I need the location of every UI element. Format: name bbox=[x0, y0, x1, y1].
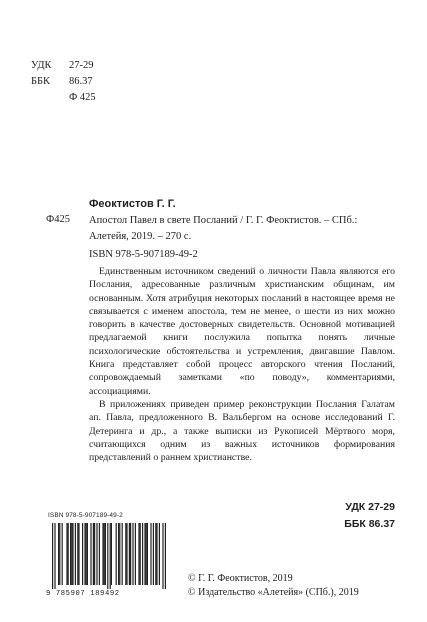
annotation-paragraph: В приложениях приведен пример реконструкции Послания Галатам ап. Павла, предложенного В. Вальбергом на основе исследований Г. Детеринга и др., а также выписки из Рукописей Мёртвого моря, считающихся одним из важных источников формирования представлений о раннем христианстве. bbox=[89, 398, 395, 464]
barcode-bar bbox=[165, 523, 166, 589]
barcode-bar bbox=[86, 523, 87, 585]
barcode-bar bbox=[144, 523, 145, 585]
barcode-bar bbox=[132, 523, 133, 585]
copyright-block bbox=[188, 572, 359, 600]
barcode-bar bbox=[156, 523, 157, 585]
barcode-bar bbox=[155, 523, 156, 585]
barcode-bar bbox=[162, 523, 163, 589]
barcode-bar bbox=[138, 523, 139, 585]
barcode-bar bbox=[142, 523, 143, 585]
barcode-bar bbox=[58, 523, 59, 585]
barcode-bar bbox=[153, 523, 154, 585]
barcode-bar bbox=[146, 523, 147, 585]
author-mark-left: Ф425 bbox=[46, 214, 71, 225]
udk-value: 27-29 bbox=[69, 60, 94, 71]
barcode-bar bbox=[62, 523, 63, 585]
barcode-bar bbox=[118, 523, 119, 585]
barcode-bar bbox=[94, 523, 95, 585]
udk-row bbox=[31, 60, 151, 76]
classification-bottom bbox=[344, 499, 395, 533]
annotation bbox=[89, 265, 395, 464]
barcode-bar bbox=[125, 523, 126, 585]
author-mark: Ф 425 bbox=[69, 92, 96, 103]
barcode-bar bbox=[135, 523, 136, 585]
barcode-bar bbox=[111, 523, 112, 585]
barcode-bar bbox=[147, 523, 148, 585]
barcode-bar bbox=[54, 523, 55, 589]
barcode-bar bbox=[116, 523, 117, 585]
barcode-bar bbox=[107, 523, 108, 589]
barcode-bar bbox=[150, 523, 151, 585]
barcode-bar bbox=[99, 523, 100, 585]
annotation-paragraph: Единственным источником сведений о личности Павла являются его Послания, адресованные различным христианским общинам, им основанным. Хотя атрибуция некоторых посланий в настоящее время не связывается с именем апостола, тем не менее, о шести из них можно говорить в качестве достоверных свидетельств. Основной мотивацией предлагаемой книги послужила попытка понять личные психологические обстоятельства и устремления, двигавшие Павлом. Книга представляет собой процесс авторского чтения Посланий, сопровождаемый заметками «по поводу», комментариями, ассоциациями. bbox=[89, 266, 395, 397]
barcode-bar bbox=[70, 523, 71, 585]
barcode-bar bbox=[72, 523, 73, 585]
udk-label: УДК bbox=[31, 60, 52, 71]
bbk-value: 86.37 bbox=[69, 76, 93, 87]
barcode-bar bbox=[119, 523, 120, 585]
barcode-bar bbox=[129, 523, 130, 585]
barcode-bar bbox=[105, 523, 106, 585]
author-mark-row bbox=[31, 92, 151, 108]
barcode-bar bbox=[130, 523, 131, 585]
barcode-bar bbox=[140, 523, 141, 585]
barcode-bar bbox=[159, 523, 160, 585]
barcode-bar bbox=[52, 523, 53, 589]
isbn: ISBN 978-5-907189-49-2 bbox=[89, 249, 198, 260]
barcode-bar bbox=[75, 523, 76, 585]
author-name: Феоктистов Г. Г. bbox=[89, 198, 176, 210]
barcode-bar bbox=[87, 523, 88, 585]
bbk-row bbox=[31, 76, 151, 92]
barcode-bar bbox=[122, 523, 123, 585]
bbk-label: ББК bbox=[31, 76, 51, 87]
barcode-bar bbox=[102, 523, 103, 585]
barcode-bar bbox=[90, 523, 91, 585]
bibliographic-description: Апостол Павел в свете Посланий / Г. Г. Феоктистов. – СПб.: Алетейя, 2019. – 270 с. bbox=[89, 215, 358, 242]
barcode-bar bbox=[96, 523, 97, 585]
barcode-bar bbox=[84, 523, 85, 585]
barcode-bars bbox=[46, 523, 168, 591]
barcode-bar bbox=[71, 523, 72, 585]
barcode-bar bbox=[68, 523, 69, 585]
barcode-bar bbox=[110, 523, 111, 589]
barcode-bar bbox=[77, 523, 78, 585]
barcode-isbn-caption: ISBN 978-5-907189-49-2 bbox=[48, 512, 123, 519]
barcode-bar bbox=[104, 523, 105, 585]
barcode-bar bbox=[93, 523, 94, 585]
udk-bottom: УДК 27-29 bbox=[345, 501, 395, 513]
barcode-digits: 9 785907 189492 bbox=[46, 590, 120, 598]
copyright-author: © Г. Г. Феоктистов, 2019 bbox=[188, 573, 293, 584]
classification-block bbox=[31, 60, 151, 108]
bbk-bottom: ББК 86.37 bbox=[344, 518, 395, 530]
barcode-bar bbox=[126, 523, 127, 585]
barcode-bar bbox=[59, 523, 60, 585]
copyright-publisher: © Издательство «Алетейя» (СПб.), 2019 bbox=[188, 587, 359, 598]
barcode-bar bbox=[66, 523, 67, 585]
barcode-bar bbox=[78, 523, 79, 585]
barcode bbox=[46, 512, 168, 600]
barcode-bar bbox=[82, 523, 83, 585]
